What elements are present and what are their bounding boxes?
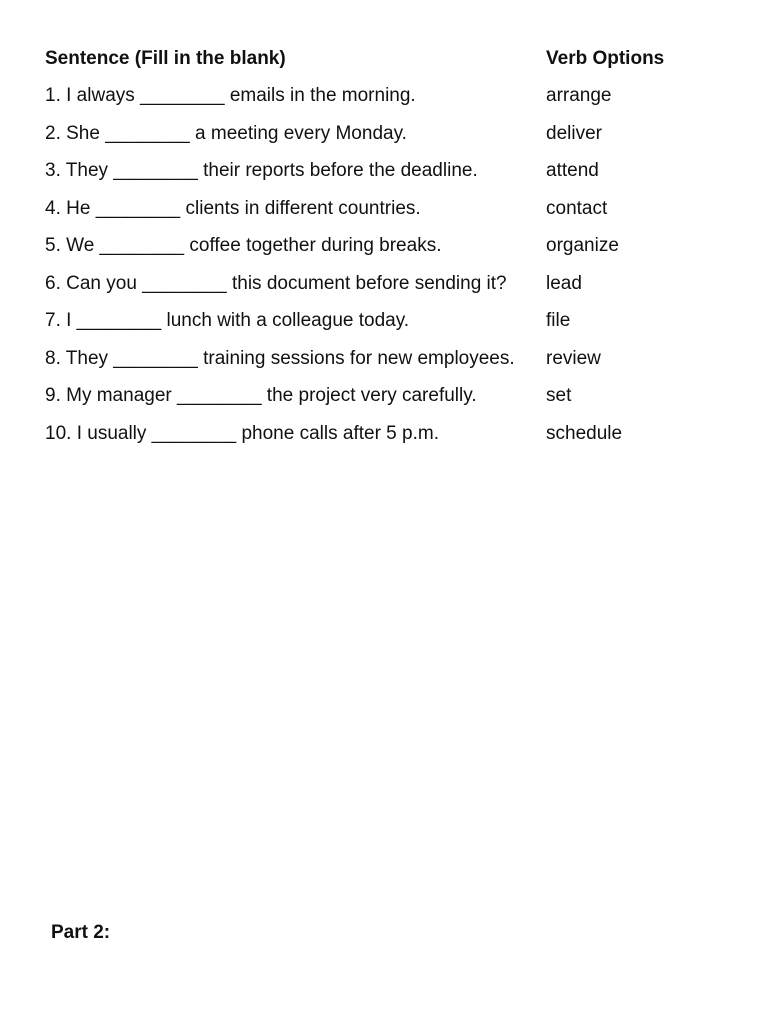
sentence-cell: 6. Can you ________ this document before sending it? <box>45 272 507 294</box>
sentence-cell: 9. My manager ________ the project very carefully. <box>45 385 477 406</box>
sentence-cell: 5. We ________ coffee together during breaks. <box>45 235 442 256</box>
table-row <box>45 231 735 269</box>
verb-option-cell: lead <box>546 272 582 294</box>
verb-option-cell: file <box>546 310 571 331</box>
sentence-cell: 1. I always ________ emails in the morning. <box>45 85 416 106</box>
sentence-column-header: Sentence (Fill in the blank) <box>45 48 286 69</box>
verb-option-cell: attend <box>546 160 599 181</box>
table-row <box>45 156 735 194</box>
table-row <box>45 381 735 419</box>
verb-option-cell: arrange <box>546 85 612 106</box>
table-row <box>45 306 735 344</box>
verb-option-cell: review <box>546 347 601 369</box>
sentence-cell: 3. They ________ their reports before the deadline. <box>45 160 478 181</box>
table-row <box>45 344 735 382</box>
table-row <box>45 81 735 119</box>
verb-option-cell: set <box>546 385 572 406</box>
sentence-cell: 10. I usually ________ phone calls after 5 p.m. <box>45 422 439 444</box>
verb-option-cell: organize <box>546 235 619 256</box>
verb-option-cell: contact <box>546 197 608 219</box>
table-row <box>45 119 735 157</box>
table-header <box>45 44 735 81</box>
table-row <box>45 194 735 232</box>
part-2-heading: Part 2: <box>51 922 111 943</box>
verb-options-column-header: Verb Options <box>546 48 665 69</box>
verb-option-cell: deliver <box>546 122 602 144</box>
sentence-cell: 4. He ________ clients in different countries. <box>45 197 421 219</box>
worksheet-table <box>45 44 735 456</box>
table-row <box>45 269 735 307</box>
sentence-cell: 2. She ________ a meeting every Monday. <box>45 122 407 144</box>
sentence-cell: 8. They ________ training sessions for new employees. <box>45 347 515 369</box>
verb-option-cell: schedule <box>546 422 623 444</box>
sentence-cell: 7. I ________ lunch with a colleague today. <box>45 310 410 331</box>
table-row <box>45 419 735 457</box>
